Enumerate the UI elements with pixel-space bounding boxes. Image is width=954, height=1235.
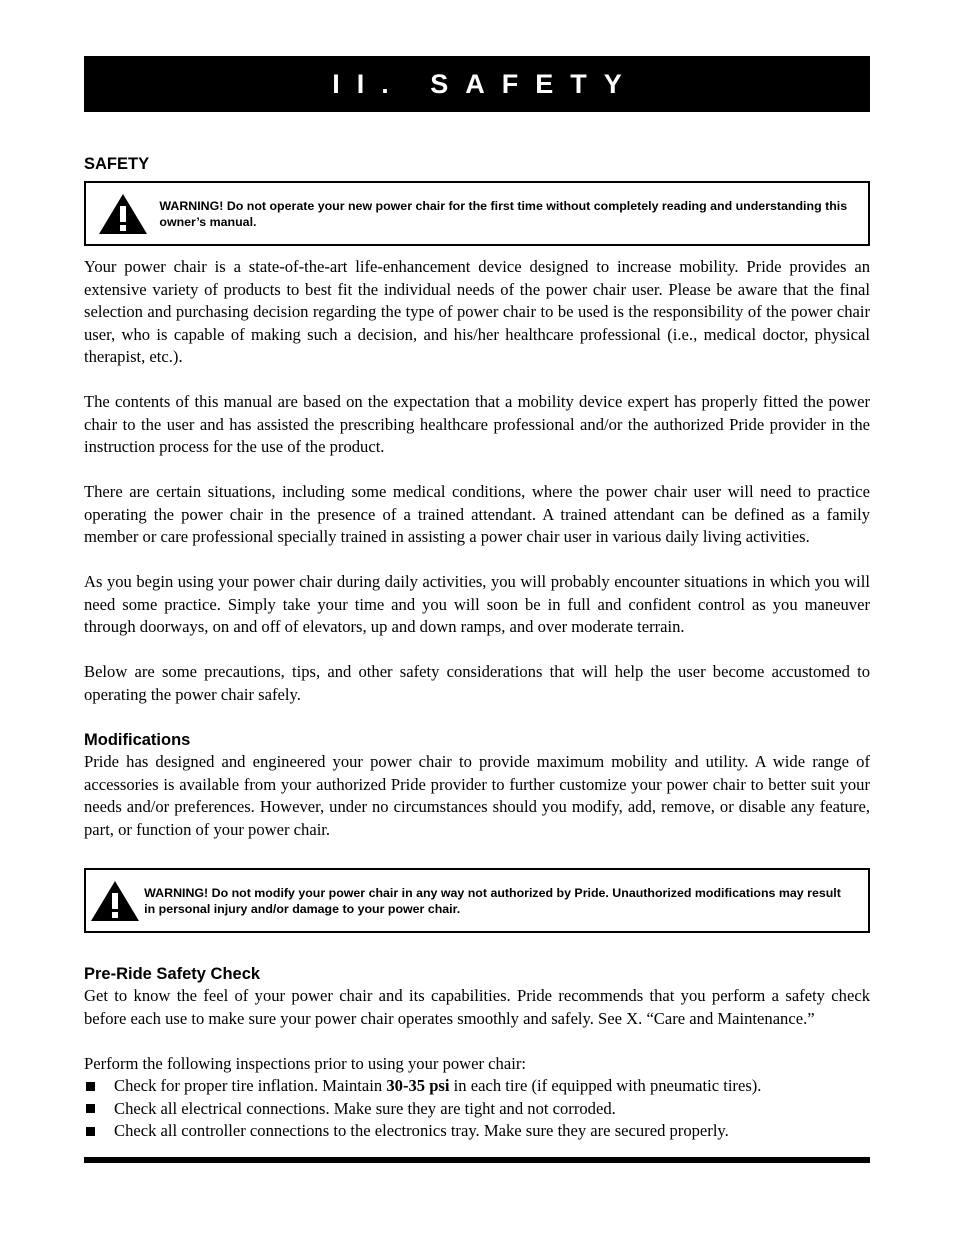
inspection-intro: Perform the following inspections prior to using your power chair:	[84, 1053, 526, 1073]
paragraph: As you begin using your power chair during daily activities, you will probably encounter situations in which you will need some practice. Simply take your time and you will soon be in full and confident control as you maneuver through doorways, on and off of elevators, up and down ramps, and over moderate terrain.	[84, 572, 870, 636]
bullet-square-icon	[86, 1082, 95, 1091]
paragraph: Get to know the feel of your power chair and its capabilities. Pride recommends that you perform a safety check before each use to make sure your power chair operates smoothly and safely. See X. “Care and Maintenance.”	[84, 986, 870, 1028]
section-title-modifications: Modifications	[84, 731, 191, 749]
paragraph: Your power chair is a state-of-the-art life-enhancement device designed to increase mobility. Pride provides an extensive variety of products to best fit the individual needs of the power chair user. Please be aware that the final selection and purchasing decision regarding the type of power chair to be used is the responsibility of the power chair user, who is capable of making such a decision, and his/her healthcare professional (i.e., medical doctor, physical therapist, etc.).	[84, 257, 870, 366]
warning-triangle-icon	[86, 183, 159, 244]
warning-triangle-icon	[86, 870, 144, 931]
tire-pressure-value: 30-35 psi	[386, 1076, 450, 1095]
paragraph: The contents of this manual are based on the expectation that a mobility device expert has properly fitted the power chair to the user and has assisted the prescribing healthcare professional and/or the authorized Pride provider in the instruction process for the use of the product.	[84, 392, 870, 456]
warning-box-manual	[84, 181, 870, 246]
list-item: Check for proper tire inflation. Maintain 30-35 psi in each tire (if equipped with pneumatic tires).	[84, 1075, 870, 1098]
footer-rule	[84, 1157, 870, 1163]
paragraph: Below are some precautions, tips, and other safety considerations that will help the user become accustomed to operating the power chair safely.	[84, 662, 870, 704]
page-content	[84, 56, 870, 1143]
paragraph: There are certain situations, including some medical conditions, where the power chair user will need to practice operating the power chair in the presence of a trained attendant. A trained attendant can be defined as a family member or care professional specially trained in assisting a power chair user in various daily living activities.	[84, 482, 870, 546]
warning-box-modifications	[84, 868, 870, 933]
section-title-safety: SAFETY	[84, 155, 150, 173]
warning-text: WARNING! Do not operate your new power chair for the first time without completely reading and understanding this owner’s manual.	[159, 198, 848, 229]
bullet-square-icon	[86, 1104, 95, 1113]
chapter-banner: II. SAFETY	[84, 56, 870, 112]
bullet-square-icon	[86, 1127, 95, 1136]
list-item: Check all electrical connections. Make sure they are tight and not corroded.	[84, 1098, 870, 1121]
section-title-preride: Pre-Ride Safety Check	[84, 965, 261, 983]
warning-text: WARNING! Do not modify your power chair in any way not authorized by Pride. Unauthorized modifications may result in personal injury and/or damage to your power chair.	[144, 885, 841, 916]
inspection-list	[84, 1075, 870, 1143]
paragraph: Pride has designed and engineered your power chair to provide maximum mobility and utility. A wide range of accessories is available from your authorized Pride provider to further customize your power chair to better suit your needs and/or preferences. However, under no circumstances should you modify, add, remove, or disable any feature, part, or function of your power chair.	[84, 752, 870, 839]
list-item: Check all controller connections to the electronics tray. Make sure they are secured properly.	[84, 1120, 870, 1143]
